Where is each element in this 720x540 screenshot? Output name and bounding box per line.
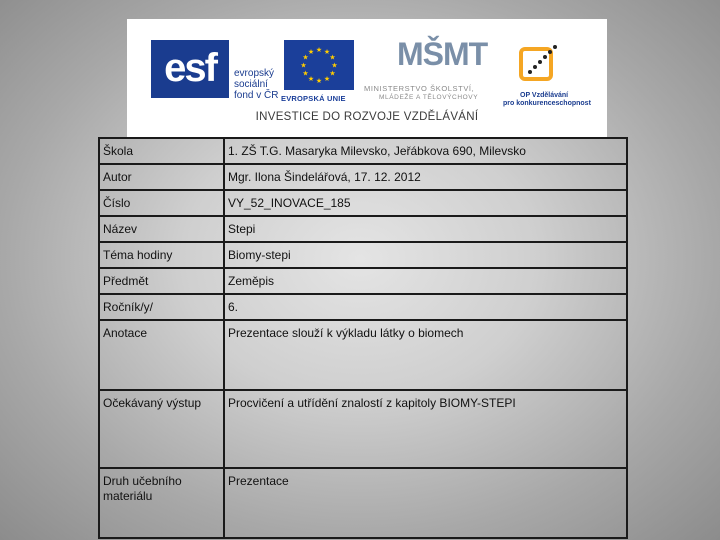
esf-caption-line: evropský	[234, 68, 275, 79]
table-row	[99, 164, 627, 190]
row-label: Anotace	[99, 320, 224, 390]
table-row	[99, 390, 627, 468]
svg-text:★: ★	[315, 46, 323, 54]
table-row	[99, 138, 627, 164]
svg-text:★: ★	[329, 69, 336, 78]
op-caption-line: OP Vzdělávání	[520, 92, 569, 99]
row-label: Předmět	[99, 268, 224, 294]
esf-caption-line: fond v ČR	[234, 90, 279, 101]
row-label: Očekávaný výstup	[99, 390, 224, 468]
svg-text:★: ★	[302, 69, 309, 78]
lesson-info-table	[98, 137, 628, 539]
row-label: Autor	[99, 164, 224, 190]
msmt-caption-line: MLÁDEŽE A TĚLOVÝCHOVY	[379, 94, 479, 101]
row-label: Druh učebního materiálu	[99, 468, 224, 538]
esf-logo: esf	[164, 46, 216, 90]
svg-text:★: ★	[315, 77, 323, 85]
svg-text:★: ★	[331, 61, 338, 70]
eu-label: EVROPSKÁ UNIE	[281, 94, 346, 103]
row-value: Mgr. Ilona Šindelářová, 17. 12. 2012	[224, 164, 627, 190]
table-row	[99, 468, 627, 538]
svg-text:★: ★	[307, 48, 315, 56]
eu-flag-icon	[284, 40, 354, 90]
msmt-caption-line: MINISTERSTVO ŠKOLSTVÍ,	[364, 84, 475, 93]
table-row	[99, 216, 627, 242]
row-label: Škola	[99, 138, 224, 164]
row-value: Prezentace slouží k výkladu látky o biomech	[224, 320, 627, 390]
row-value: Zeměpis	[224, 268, 627, 294]
table-row	[99, 294, 627, 320]
table-row	[99, 268, 627, 294]
table-row	[99, 190, 627, 216]
table-row	[99, 242, 627, 268]
row-value: 6.	[224, 294, 627, 320]
esf-caption-line: sociální	[234, 79, 268, 90]
banner-slogan: INVESTICE DO ROZVOJE VZDĚLÁVÁNÍ	[255, 111, 479, 123]
funding-banner	[127, 19, 607, 137]
svg-text:★: ★	[300, 61, 307, 70]
svg-text:★: ★	[307, 75, 315, 83]
row-label: Název	[99, 216, 224, 242]
svg-text:★: ★	[329, 53, 336, 62]
row-label: Téma hodiny	[99, 242, 224, 268]
row-value: Biomy-stepi	[224, 242, 627, 268]
svg-text:★: ★	[323, 75, 331, 83]
row-value: 1. ZŠ T.G. Masaryka Milevsko, Jeřábkova 690, Milevsko	[224, 138, 627, 164]
row-value: Stepi	[224, 216, 627, 242]
row-value: VY_52_INOVACE_185	[224, 190, 627, 216]
row-label: Číslo	[99, 190, 224, 216]
row-value: Procvičení a utřídění znalostí z kapitoly BIOMY-STEPI	[224, 390, 627, 468]
table-row	[99, 320, 627, 390]
msmt-logo: MŠMT	[397, 36, 488, 72]
op-logo-icon	[515, 41, 565, 89]
op-caption-line: pro konkurenceschopnost	[503, 100, 591, 107]
row-value: Prezentace	[224, 468, 627, 538]
svg-text:★: ★	[302, 53, 309, 62]
esf-caption	[234, 68, 278, 101]
svg-text:★: ★	[323, 48, 331, 56]
row-label: Ročník/y/	[99, 294, 224, 320]
